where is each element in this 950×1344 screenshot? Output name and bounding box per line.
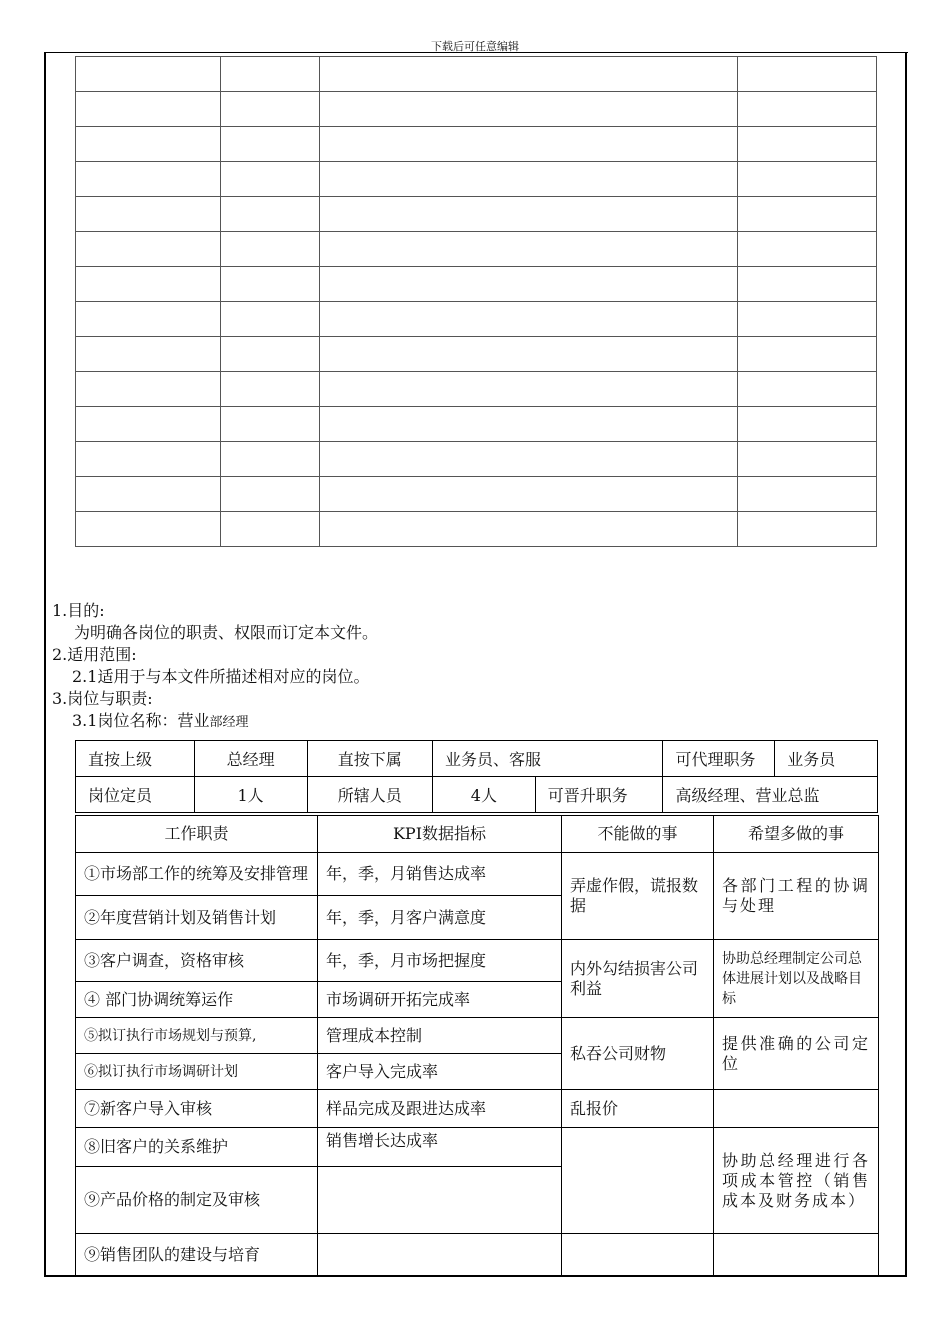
intro-section <box>52 600 378 734</box>
promotion-value: 高级经理、营业总监 <box>663 777 878 813</box>
blank-row <box>76 162 877 197</box>
header-rule <box>44 52 908 53</box>
duty-cell: ⑨产品价格的制定及审核 <box>76 1167 318 1234</box>
blank-cell <box>76 92 221 127</box>
headcount-value: 1人 <box>194 777 307 813</box>
blank-cell <box>76 57 221 92</box>
blank-cell <box>738 442 877 477</box>
blank-cell <box>738 477 877 512</box>
cannot-cell: 内外勾结损害公司利益 <box>562 940 714 1018</box>
blank-cell <box>738 127 877 162</box>
managed-label: 所辖人员 <box>307 777 432 813</box>
blank-cell <box>738 372 877 407</box>
cannot-cell: 乱报价 <box>562 1090 714 1128</box>
blank-cell <box>76 372 221 407</box>
blank-row <box>76 127 877 162</box>
header-wish: 希望多做的事 <box>714 816 879 853</box>
wish-cell-empty <box>714 1090 879 1128</box>
subordinate-value: 业务员、客服 <box>433 741 663 777</box>
position-info-table <box>75 740 878 813</box>
blank-cell <box>221 232 320 267</box>
blank-row <box>76 442 877 477</box>
wish-cell: 各部门工程的协调与处理 <box>714 853 879 940</box>
kpi-cell: 市场调研开拓完成率 <box>318 982 562 1018</box>
page-border-right <box>905 52 907 1277</box>
kpi-cell: 年，季，月市场把握度 <box>318 940 562 982</box>
kpi-cell: 销售增长达成率 <box>318 1128 562 1167</box>
promotion-label: 可晋升职务 <box>535 777 663 813</box>
blank-cell <box>221 92 320 127</box>
headcount-label: 岗位定员 <box>76 777 195 813</box>
blank-table <box>75 56 877 547</box>
blank-cell <box>738 337 877 372</box>
blank-cell <box>738 197 877 232</box>
blank-cell <box>76 197 221 232</box>
duty-cell: ⑤拟订执行市场规划与预算, <box>76 1018 318 1054</box>
cannot-cell-empty <box>562 1128 714 1234</box>
superior-label: 直按上级 <box>76 741 195 777</box>
kpi-cell <box>318 1167 562 1234</box>
blank-cell <box>320 162 738 197</box>
blank-cell <box>320 267 738 302</box>
blank-cell <box>76 267 221 302</box>
blank-row <box>76 302 877 337</box>
section-1-text: 为明确各岗位的职责、权限而订定本文件。 <box>74 623 379 642</box>
blank-row <box>76 372 877 407</box>
blank-cell <box>221 372 320 407</box>
cannot-cell: 私吞公司财物 <box>562 1018 714 1090</box>
blank-row <box>76 512 877 547</box>
section-2-text: 2.1适用于与本文件所描述相对应的岗位。 <box>72 667 370 686</box>
blank-row <box>76 232 877 267</box>
blank-cell <box>738 162 877 197</box>
cannot-cell: 弄虚作假，谎报数据 <box>562 853 714 940</box>
kpi-cell: 样品完成及跟进达成率 <box>318 1090 562 1128</box>
blank-cell <box>738 407 877 442</box>
deputy-label: 可代理职务 <box>663 741 775 777</box>
page-border-left <box>44 52 46 1277</box>
blank-row <box>76 267 877 302</box>
position-name-prefix: 3.1岗位名称：营业 <box>72 711 210 730</box>
section-3-title: 3.岗位与职责: <box>52 689 153 708</box>
kpi-cell: 年，季，月销售达成率 <box>318 853 562 896</box>
wish-cell-empty <box>714 1234 879 1277</box>
header-kpi: KPI数据指标 <box>318 816 562 853</box>
blank-cell <box>221 302 320 337</box>
blank-cell <box>320 127 738 162</box>
section-3-subtitle <box>52 710 378 734</box>
blank-cell <box>76 162 221 197</box>
blank-cell <box>320 92 738 127</box>
blank-cell <box>221 57 320 92</box>
blank-row <box>76 337 877 372</box>
blank-cell <box>738 302 877 337</box>
blank-cell <box>76 407 221 442</box>
blank-cell <box>320 372 738 407</box>
blank-cell <box>738 57 877 92</box>
blank-cell <box>320 57 738 92</box>
blank-cell <box>76 127 221 162</box>
blank-cell <box>738 512 877 547</box>
kpi-cell: 年，季，月客户满意度 <box>318 896 562 940</box>
superior-value: 总经理 <box>194 741 307 777</box>
blank-cell <box>221 442 320 477</box>
duty-cell: ⑦新客户导入审核 <box>76 1090 318 1128</box>
blank-cell <box>221 162 320 197</box>
deputy-value: 业务员 <box>775 741 878 777</box>
duty-cell: ⑨销售团队的建设与培育 <box>76 1234 318 1277</box>
position-name-suffix: 部经理 <box>209 715 249 730</box>
blank-cell <box>76 512 221 547</box>
blank-cell <box>76 337 221 372</box>
blank-cell <box>76 442 221 477</box>
duty-cell: ③客户调查，资格审核 <box>76 940 318 982</box>
header-duty: 工作职责 <box>76 816 318 853</box>
subordinate-label: 直按下属 <box>307 741 432 777</box>
section-1-title: 1.目的: <box>52 601 105 620</box>
blank-cell <box>320 442 738 477</box>
page-header: 下载后可任意编辑 <box>431 40 519 53</box>
wish-cell: 协助总经理进行各项成本管控（销售成本及财务成本） <box>714 1128 879 1234</box>
blank-cell <box>320 477 738 512</box>
duty-cell: ①市场部工作的统筹及安排管理 <box>76 853 318 896</box>
blank-cell <box>738 232 877 267</box>
blank-cell <box>320 337 738 372</box>
blank-cell <box>320 302 738 337</box>
section-2-title: 2.适用范围: <box>52 645 137 664</box>
blank-cell <box>221 337 320 372</box>
duty-table <box>75 815 879 1277</box>
header-cannot: 不能做的事 <box>562 816 714 853</box>
cannot-cell-empty <box>562 1234 714 1277</box>
blank-cell <box>221 197 320 232</box>
blank-cell <box>320 232 738 267</box>
wish-cell: 提供准确的公司定位 <box>714 1018 879 1090</box>
kpi-cell: 客户导入完成率 <box>318 1054 562 1090</box>
duty-cell: ⑥拟订执行市场调研计划 <box>76 1054 318 1090</box>
blank-cell <box>738 92 877 127</box>
blank-row <box>76 197 877 232</box>
blank-cell <box>221 267 320 302</box>
duty-cell: ④ 部门协调统筹运作 <box>76 982 318 1018</box>
blank-row <box>76 57 877 92</box>
blank-cell <box>76 302 221 337</box>
duty-cell: ⑧旧客户的关系维护 <box>76 1128 318 1167</box>
blank-cell <box>320 407 738 442</box>
blank-cell <box>221 477 320 512</box>
blank-row <box>76 92 877 127</box>
blank-cell <box>221 127 320 162</box>
blank-row <box>76 407 877 442</box>
blank-cell <box>76 232 221 267</box>
blank-row <box>76 477 877 512</box>
blank-cell <box>320 197 738 232</box>
blank-cell <box>221 407 320 442</box>
managed-value: 4人 <box>433 777 536 813</box>
blank-cell <box>76 477 221 512</box>
blank-cell <box>738 267 877 302</box>
blank-cell <box>221 512 320 547</box>
blank-cell <box>320 512 738 547</box>
duty-cell: ②年度营销计划及销售计划 <box>76 896 318 940</box>
wish-cell: 协助总经理制定公司总体进展计划以及战略目标 <box>714 940 879 1018</box>
kpi-cell: 管理成本控制 <box>318 1018 562 1054</box>
kpi-cell <box>318 1234 562 1277</box>
